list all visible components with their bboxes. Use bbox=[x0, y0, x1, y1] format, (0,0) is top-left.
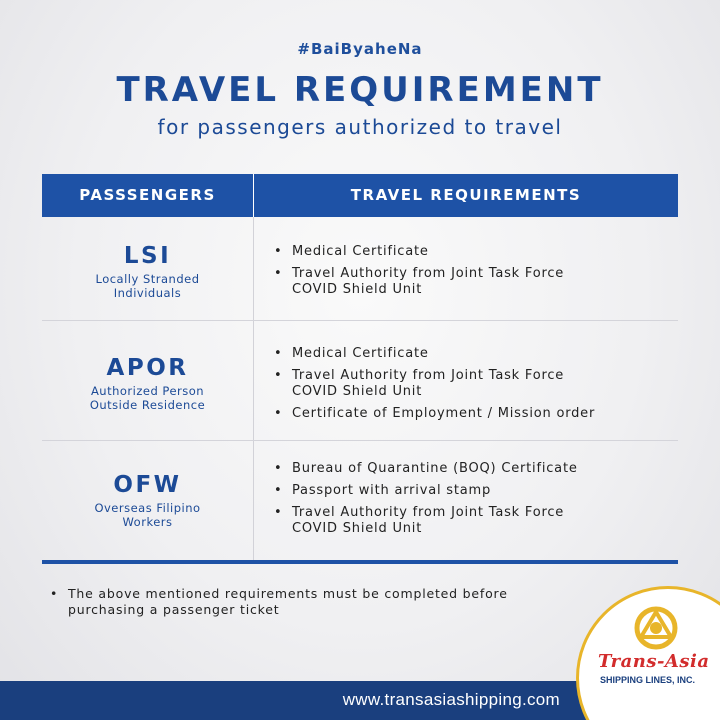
column-divider bbox=[253, 217, 254, 560]
footnote-item: • The above mentioned requirements must be completed before purchasing a passenger ticket bbox=[50, 586, 520, 618]
requirements-list-apor bbox=[274, 346, 674, 428]
requirement-item: • Bureau of Quarantine (BOQ) Certificate bbox=[274, 461, 674, 477]
row-divider bbox=[42, 440, 678, 441]
passenger-desc: Individuals bbox=[113, 286, 182, 300]
requirements-list-ofw bbox=[274, 461, 674, 543]
passenger-code: APOR bbox=[106, 355, 189, 381]
table-header bbox=[42, 174, 678, 217]
requirement-item: • Medical Certificate bbox=[274, 346, 674, 362]
requirement-item: • Certificate of Employment / Mission order bbox=[274, 406, 674, 422]
row-divider bbox=[42, 320, 678, 321]
passenger-code: LSI bbox=[123, 243, 172, 269]
passenger-cell-apor bbox=[42, 354, 253, 412]
requirement-item: • Medical Certificate bbox=[274, 244, 674, 260]
passenger-code: OFW bbox=[113, 472, 182, 498]
logo-brand-text: Trans-Asia bbox=[598, 651, 710, 672]
passenger-desc: Outside Residence bbox=[89, 398, 206, 412]
page-subtitle: for passengers authorized to travel bbox=[157, 115, 563, 139]
column-header-requirements: TRAVEL REQUIREMENTS bbox=[350, 186, 582, 204]
passenger-desc: Workers bbox=[122, 515, 173, 529]
requirements-list-lsi bbox=[274, 244, 674, 304]
passenger-desc: Locally Stranded bbox=[95, 272, 200, 286]
footnote bbox=[50, 586, 520, 618]
column-header-passengers: PASSSENGERS bbox=[79, 186, 216, 204]
requirement-item: • Passport with arrival stamp bbox=[274, 483, 674, 499]
requirements-table bbox=[42, 174, 678, 566]
table-bottom-rule bbox=[42, 560, 678, 564]
requirement-item: • Travel Authority from Joint Task Force COVID Shield Unit bbox=[274, 368, 674, 400]
passenger-cell-lsi bbox=[42, 242, 253, 300]
passenger-desc: Overseas Filipino bbox=[94, 501, 201, 515]
page-title: TRAVEL REQUIREMENT bbox=[116, 70, 604, 110]
passenger-desc: Authorized Person bbox=[90, 384, 205, 398]
requirement-item: • Travel Authority from Joint Task Force COVID Shield Unit bbox=[274, 266, 674, 298]
website-link[interactable]: www.transasiashipping.com bbox=[342, 690, 560, 709]
triangle-wheel-emblem-icon bbox=[631, 604, 681, 650]
logo-subtitle: SHIPPING LINES, INC. bbox=[600, 675, 696, 685]
hashtag: #BaiByaheNa bbox=[297, 40, 423, 58]
passenger-cell-ofw bbox=[42, 471, 253, 529]
requirement-item: • Travel Authority from Joint Task Force COVID Shield Unit bbox=[274, 505, 674, 537]
